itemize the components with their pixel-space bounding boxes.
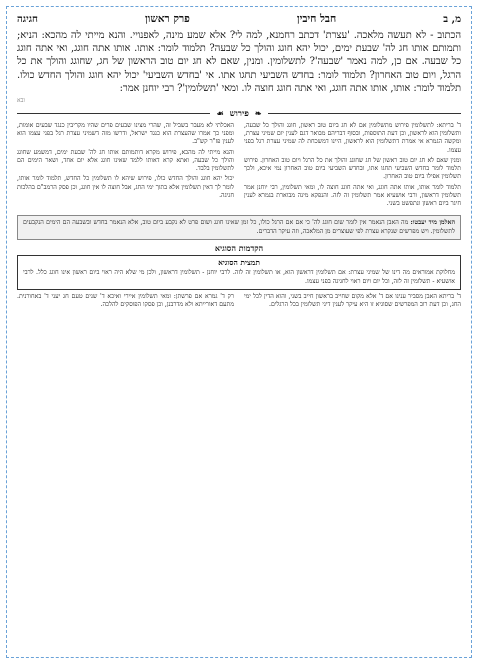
commentary-paragraph: ד' בריתא: לתשלומין פירוש מתשלומין אם לא חג ביום טוב ראשון, חוגג והולך כל שבעה, ותשלומין הוא לראשון, וכן דעת התוספות, ובסוף דבריהם מבואר דגם לענין יום שמיני עצרת, ומקשה הגמרא אי אמרת דתשלומין הוא לראשון, היינו דמשכחת לה שמיני עצרת רגל בפני עצמו. — [244, 121, 461, 154]
ornament-icon: ❧ — [254, 108, 262, 119]
page-header — [17, 13, 461, 25]
bottom-columns — [17, 293, 461, 310]
boxed-note-label: האלמן מיד יעבטו: — [410, 219, 456, 227]
summary-box-title: תמצית הסוגיא — [218, 258, 260, 268]
chapter-title: פרק ראשון — [145, 13, 190, 25]
commentary-paragraph: והנא מייתי לה מהכא, פירוש מקרא דותמותם אותו חג לה' שבעת ימים, דמשמע שחוגג והולך כל שבעה, ואתא קרא דאותו ללמד שאינו חוגג אלא יום אחד, ושאר הימים הם לתשלומין בלבד. — [17, 148, 234, 173]
divider-line-left — [17, 113, 210, 114]
bottom-column-left: רק ד' גמרא אם פרשתן: ומאי תשלומין איירי ואיכא ד' שנים טעם חג יעני ד' באחורנית. מתעם דאורייתא ולא מדרבנן, וכן פסקו הפוסקים להלכה. — [17, 292, 234, 309]
document-page — [6, 6, 472, 658]
section-label: פירוש — [229, 108, 249, 119]
book-title: חבל חיבין — [296, 13, 337, 25]
main-text: הכתוב - לא תעשה מלאכה. 'עצרת' דכתב רחמנא, למה לי? אלא שמע מינה, לאפנויי. והנא מייתי לה מהכא: הניא; ותמותם אותו חג לה' שבעת ימים, יכול יהא חוגג והולך כל שבעה? תלמוד לומר: אותו. אותו אתה חוגג, ואי אתה חוגג כל שבעה. אם כן, למה נאמר 'שבעה'? לתשלומין. ומנין, שאם לא חג יום טוב הראשון של חג, שחוגג והולך את כל הרגל, ויום טוב האחרון? תלמוד לומר: בחדש השביעי תחגו אתו. אי 'בחדש השביעי' יכול יהא חוגג והולך החדש כולו. תלמוד לומר: אותו, אותו אתה חוגג, ואי אתה חוגג חוצה לו. ומאי 'תשלומין'? רבי יוחנן אמר: — [17, 30, 461, 94]
commentary-paragraph: האכלתי לא מעבר בשביל זה, שהרי מצינו שבעים פרים שהיו מקריבין כנגד שבעים אומות, ומפני כך אמרו שהעצרת הוא כנגד ישראל, ודרשו מזה דשמיני עצרת רגל בפני עצמו הוא לענין פז"ר קש"ב. — [17, 121, 234, 146]
introduction-title: הקדמות הסוגיא — [214, 243, 264, 254]
summary-box-text: מחלוקת אמוראים מה דינו של שמיני עצרת: אם תשלומין דראשון הוא, או תשלומין זה לזה. לרבי יוחנן - תשלומין דראשון, ולכן מי שלא היה ראוי ביום ראשון אינו חוגג כלל. לרבי אושעיא - תשלומין זה לזה, וכל יום ויום ראוי לחגיגה בפני עצמו. — [23, 269, 455, 285]
page-number: מ, ב — [443, 14, 461, 25]
tractate-title: חגיגה — [17, 14, 38, 25]
boxed-note — [17, 215, 461, 240]
commentary-column-left — [17, 122, 234, 211]
summary-box — [17, 255, 461, 290]
commentary-paragraph: תלמוד לומר אותו, אותו אתה חוגג, ואי אתה חוגג חוצה לו, ומאי תשלומין, רבי יוחנן אמר תשלומין דראשון, ורבי אושעיא אמר תשלומין זה לזה. והנפקא מינה מבוארת בגמרא לענין חיגר ביום ראשון ונתפשט בשני. — [244, 183, 461, 208]
divider-line-right — [268, 113, 461, 114]
ornament-icon: ☙ — [216, 108, 224, 119]
boxed-note-text: מה האבן הנאמר אין לומר שום חוגג לה' כי אם אם הרגל כולו, כל זמן שאינו חוגג ושום פרט לא נקבע ביום טוב, אלא הנאמר בחדש ובשבעה הם הימים הנקבעים לתשלומין. ויש מפרשים שנקרא עצרת לפי שעוצרים מן המלאכה, וזה עיקר הדברים. — [23, 219, 455, 235]
commentary-column-right — [244, 122, 461, 211]
bottom-column-right: ד' בריתא האבן מסביר ענינו אם ד' אלא מקום שחייב בראשון חייב בשני, והוא הדין לכל ימי החג, וכן דעת רוב המפרשים שסוגיא זו היא עיקר לענין דיני תשלומין בכל הרגלים. — [244, 292, 461, 309]
commentary-paragraph: ומנין שאם לא חג יום טוב ראשון של חג שחוגג והולך את כל הרגל ויום טוב האחרון. פירוש תלמוד לומר בחדש השביעי תחגו אתו, ובחדש השביעי ביום טוב האחרון נמי איכא, ולכך תשלומין אפילו ביום טוב האחרון. — [244, 156, 461, 181]
commentary-divider — [17, 108, 461, 119]
commentary-paragraph: יכול יהא חוגג והולך החדש כולו, פירוש שיהא לו תשלומין כל החדש, תלמוד לומר אותו, לומר לך דאין תשלומין אלא בתוך ימי החג, אבל חוצה לו אין חוגג, וכן פסק הרמב"ם בהלכות חגיגה. — [17, 175, 234, 199]
note-mark: ובא — [17, 96, 26, 104]
commentary-columns — [17, 122, 461, 211]
